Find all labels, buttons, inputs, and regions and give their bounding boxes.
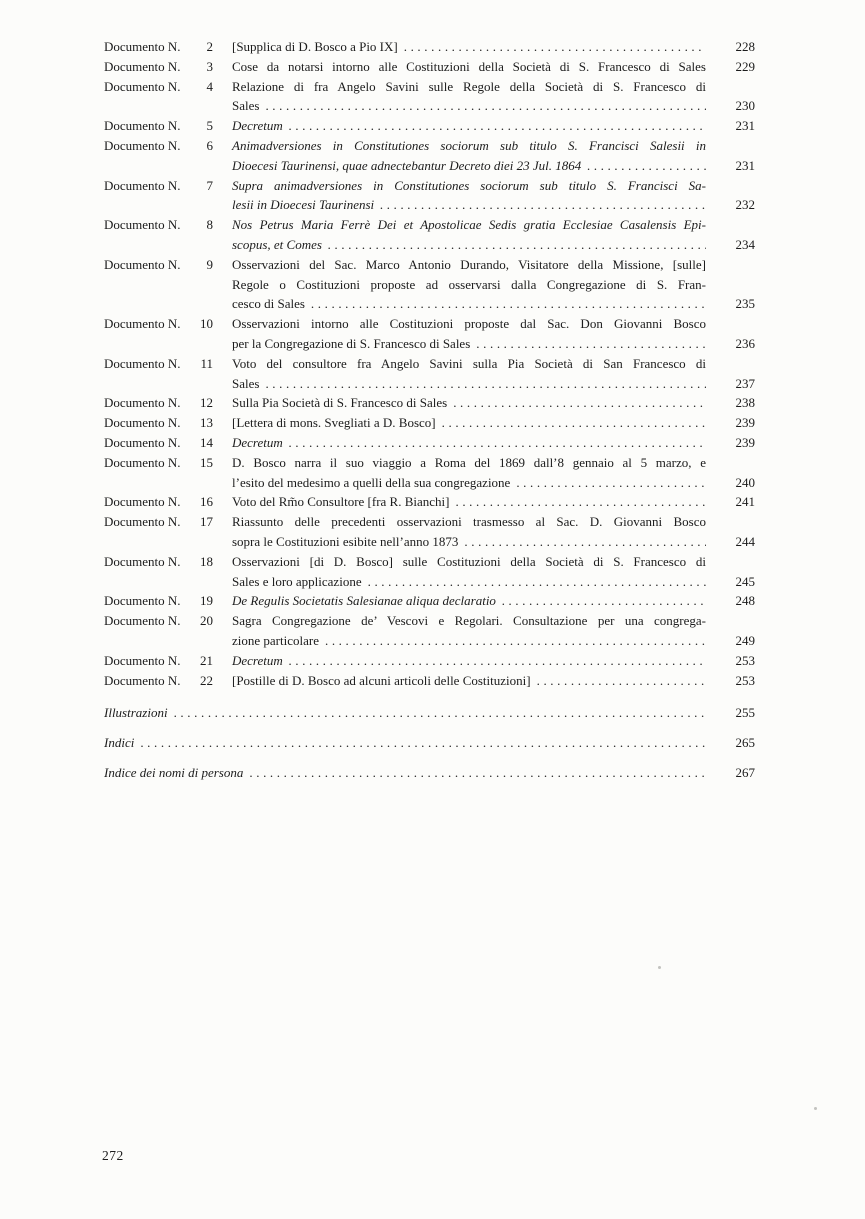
title-line: Riassunto delle precedenti osservazioni trasmesso al Sac. D. Giovanni Bosco bbox=[232, 514, 706, 530]
title-text: [Lettera di mons. Svegliati a D. Bosco] bbox=[232, 415, 436, 431]
entry-title bbox=[232, 176, 706, 216]
doc-label: Documento N. bbox=[104, 434, 181, 450]
dot-leader bbox=[328, 235, 706, 255]
title-text: lesii in Dioecesi Taurinensi bbox=[232, 197, 375, 213]
entry-label-group bbox=[104, 453, 232, 473]
doc-label: Documento N. bbox=[104, 78, 181, 94]
entry-title bbox=[232, 354, 706, 394]
entry-label-group bbox=[104, 651, 232, 671]
title-last-line bbox=[232, 235, 706, 255]
entry-label-group bbox=[104, 77, 232, 97]
entry-label-group bbox=[104, 354, 232, 374]
doc-label: Documento N. bbox=[104, 395, 181, 411]
entry-label-group bbox=[104, 591, 232, 611]
dot-leader bbox=[140, 733, 706, 753]
entry-title bbox=[232, 255, 706, 314]
toc-entry bbox=[104, 552, 755, 592]
dot-leader bbox=[502, 591, 706, 611]
dot-leader bbox=[289, 651, 706, 671]
entry-label-group bbox=[104, 433, 232, 453]
doc-label: Documento N. bbox=[104, 553, 181, 569]
title-line: Animadversiones in Constitutiones sociorum sub titulo S. Francisci Salesii in bbox=[232, 137, 706, 153]
entry-page-number: 237 bbox=[735, 375, 755, 391]
title-last-line bbox=[232, 433, 706, 453]
entry-label-group bbox=[104, 314, 232, 334]
title-last-line bbox=[232, 156, 706, 176]
entry-title bbox=[232, 215, 706, 255]
entry-title bbox=[232, 413, 706, 433]
title-last-line bbox=[232, 334, 706, 354]
entry-label-group bbox=[104, 393, 232, 413]
title-text: [Supplica di D. Bosco a Pio IX] bbox=[232, 39, 398, 54]
doc-number: 7 bbox=[206, 177, 213, 193]
entry-page-number: 249 bbox=[735, 632, 755, 648]
doc-label: Documento N. bbox=[104, 494, 181, 510]
entry-label-group bbox=[104, 492, 232, 512]
title-line: D. Bosco narra il suo viaggio a Roma del 1869 dall’8 gennaio al 5 marzo, e bbox=[232, 454, 706, 470]
doc-number: 6 bbox=[206, 137, 213, 153]
folio-page-number: 272 bbox=[102, 1148, 124, 1163]
entry-page-number: 240 bbox=[735, 474, 755, 490]
entry-label-group bbox=[104, 552, 232, 572]
entry-page-number: 238 bbox=[735, 395, 755, 411]
entry-page-number: 248 bbox=[735, 593, 755, 609]
dot-leader bbox=[311, 294, 706, 314]
dot-leader bbox=[587, 156, 706, 176]
title-text: l’esito del medesimo a quelli della sua congregazione bbox=[232, 474, 511, 490]
title-line: Voto del consultore fra Angelo Savini sulla Pia Società di San Francesco di bbox=[232, 355, 706, 371]
scan-speck bbox=[658, 966, 661, 969]
toc-entry bbox=[104, 77, 755, 117]
doc-number: 22 bbox=[200, 672, 213, 688]
toc-entry bbox=[104, 116, 755, 136]
doc-number: 5 bbox=[206, 118, 213, 134]
toc-section bbox=[104, 733, 755, 753]
entry-title bbox=[232, 393, 706, 413]
entry-title bbox=[232, 651, 706, 671]
entry-page-number: 234 bbox=[735, 236, 755, 252]
doc-label: Documento N. bbox=[104, 514, 181, 530]
title-text: Sulla Pia Società di S. Francesco di Sales bbox=[232, 395, 448, 411]
doc-label: Documento N. bbox=[104, 177, 181, 193]
title-line: Sagra Congregazione de’ Vescovi e Regolari. Consultazione per una congrega- bbox=[232, 613, 706, 629]
doc-number: 19 bbox=[200, 593, 213, 609]
entry-title bbox=[232, 116, 706, 136]
title-text: Cose da notarsi intorno alle Costituzioni della Società di S. Francesco di Sales bbox=[232, 58, 706, 74]
doc-number: 13 bbox=[200, 415, 213, 431]
title-last-line bbox=[232, 96, 706, 116]
title-text: Sales e loro applicazione bbox=[232, 573, 362, 589]
entry-page-number: 241 bbox=[735, 494, 755, 510]
doc-label: Documento N. bbox=[104, 217, 181, 233]
doc-number: 4 bbox=[206, 78, 213, 94]
entry-page-number: 239 bbox=[735, 434, 755, 450]
section-page-number: 255 bbox=[735, 705, 755, 721]
doc-label: Documento N. bbox=[104, 652, 181, 668]
toc-entry bbox=[104, 433, 755, 453]
toc-entry bbox=[104, 671, 755, 691]
entry-label-group bbox=[104, 215, 232, 235]
section-page-number: 267 bbox=[735, 764, 755, 780]
dot-leader bbox=[455, 492, 706, 512]
entry-title bbox=[232, 552, 706, 592]
doc-label: Documento N. bbox=[104, 454, 181, 470]
title-text: zione particolare bbox=[232, 632, 319, 648]
entry-label-group bbox=[104, 255, 232, 275]
entry-page-number: 231 bbox=[735, 157, 755, 173]
entry-title bbox=[232, 314, 706, 354]
doc-number: 15 bbox=[200, 454, 213, 470]
doc-number: 8 bbox=[206, 217, 213, 233]
toc-entry bbox=[104, 176, 755, 216]
title-last-line bbox=[232, 532, 706, 552]
doc-number: 12 bbox=[200, 395, 213, 411]
entry-page-number: 253 bbox=[735, 652, 755, 668]
title-last-line bbox=[232, 671, 706, 691]
toc-entry bbox=[104, 413, 755, 433]
entry-title bbox=[232, 591, 706, 611]
toc-entry bbox=[104, 37, 755, 57]
entry-page-number: 232 bbox=[735, 197, 755, 213]
dot-leader bbox=[516, 473, 706, 493]
title-text: Sales bbox=[232, 98, 260, 114]
toc-entry bbox=[104, 136, 755, 176]
title-last-line bbox=[232, 591, 706, 611]
title-line: Regole o Costituzioni proposte ad osservarsi dalla Congregazione di S. Fran- bbox=[232, 276, 706, 292]
title-text: Decretum bbox=[232, 434, 283, 450]
dot-leader bbox=[289, 433, 706, 453]
entry-title bbox=[232, 671, 706, 691]
dot-leader bbox=[265, 96, 706, 116]
toc-entry bbox=[104, 512, 755, 552]
title-last-line bbox=[232, 413, 706, 433]
toc-entry bbox=[104, 255, 755, 314]
entry-page-number: 236 bbox=[735, 335, 755, 351]
toc-entry bbox=[104, 591, 755, 611]
dot-leader bbox=[380, 195, 706, 215]
dot-leader bbox=[289, 116, 706, 136]
doc-label: Documento N. bbox=[104, 137, 181, 153]
entry-title bbox=[232, 611, 706, 651]
toc-entry bbox=[104, 393, 755, 413]
entry-page-number: 230 bbox=[735, 98, 755, 114]
title-text: De Regulis Societatis Salesianae aliqua declaratio bbox=[232, 593, 496, 609]
doc-number: 16 bbox=[200, 494, 213, 510]
title-text: sopra le Costituzioni esibite nell’anno 1873 bbox=[232, 533, 459, 549]
dot-leader bbox=[464, 532, 706, 552]
title-text: per la Congregazione di S. Francesco di Sales bbox=[232, 335, 471, 351]
toc-section bbox=[104, 703, 755, 723]
toc-entry bbox=[104, 314, 755, 354]
doc-number: 11 bbox=[200, 355, 213, 371]
toc-entry bbox=[104, 354, 755, 394]
section-title: Illustrazioni bbox=[104, 705, 168, 721]
entry-title bbox=[232, 57, 706, 77]
entry-page-number: 239 bbox=[735, 415, 755, 431]
doc-label: Documento N. bbox=[104, 355, 181, 371]
entry-label-group bbox=[104, 116, 232, 136]
title-last-line bbox=[232, 195, 706, 215]
section-title: Indice dei nomi di persona bbox=[104, 764, 244, 780]
dot-leader bbox=[368, 572, 706, 592]
toc-entry bbox=[104, 453, 755, 493]
dot-leader bbox=[249, 763, 706, 783]
doc-number: 20 bbox=[200, 613, 213, 629]
doc-label: Documento N. bbox=[104, 39, 181, 54]
title-last-line bbox=[232, 651, 706, 671]
dot-leader bbox=[442, 413, 706, 433]
title-text: cesco di Sales bbox=[232, 296, 305, 312]
toc-section bbox=[104, 763, 755, 783]
table-of-contents bbox=[104, 37, 755, 783]
entry-label-group bbox=[104, 671, 232, 691]
entry-page-number: 244 bbox=[735, 533, 755, 549]
title-last-line bbox=[232, 473, 706, 493]
entry-title bbox=[232, 37, 706, 57]
title-text: Dioecesi Taurinensi, quae adnectebantur Decreto diei 23 Jul. 1864 bbox=[232, 157, 582, 173]
title-text: Decretum bbox=[232, 118, 283, 134]
dot-leader bbox=[325, 631, 706, 651]
entry-page-number: 228 bbox=[735, 39, 755, 54]
dot-leader bbox=[476, 334, 706, 354]
scan-speck bbox=[814, 1107, 817, 1110]
doc-number: 18 bbox=[200, 553, 213, 569]
entry-label-group bbox=[104, 57, 232, 77]
entry-label-group bbox=[104, 413, 232, 433]
dot-leader bbox=[265, 374, 706, 394]
entry-title bbox=[232, 492, 706, 512]
title-text: Voto del Rm̃o Consultore [fra R. Bianchi] bbox=[232, 494, 450, 510]
doc-number: 21 bbox=[200, 652, 213, 668]
entry-label-group bbox=[104, 611, 232, 631]
doc-number: 14 bbox=[200, 434, 213, 450]
title-last-line bbox=[232, 492, 706, 512]
title-last-line bbox=[232, 37, 706, 57]
dot-leader bbox=[404, 37, 706, 57]
entry-title bbox=[232, 136, 706, 176]
entry-label-group bbox=[104, 37, 232, 57]
title-last-line bbox=[232, 57, 706, 77]
doc-number: 2 bbox=[206, 39, 213, 54]
entry-title bbox=[232, 433, 706, 453]
toc-entry bbox=[104, 492, 755, 512]
toc-entry bbox=[104, 651, 755, 671]
doc-number: 3 bbox=[206, 58, 213, 74]
entry-page-number: 229 bbox=[735, 58, 755, 74]
dot-leader bbox=[537, 671, 706, 691]
entry-title bbox=[232, 77, 706, 117]
doc-label: Documento N. bbox=[104, 613, 181, 629]
title-line: Supra animadversiones in Constitutiones sociorum sub titulo S. Francisci Sa- bbox=[232, 177, 706, 193]
dot-leader bbox=[453, 393, 706, 413]
entry-title bbox=[232, 512, 706, 552]
title-last-line bbox=[232, 374, 706, 394]
title-text: Sales bbox=[232, 375, 260, 391]
title-last-line bbox=[232, 572, 706, 592]
doc-label: Documento N. bbox=[104, 316, 181, 332]
doc-label: Documento N. bbox=[104, 256, 181, 272]
doc-label: Documento N. bbox=[104, 118, 181, 134]
doc-label: Documento N. bbox=[104, 415, 181, 431]
section-title: Indici bbox=[104, 735, 135, 751]
doc-label: Documento N. bbox=[104, 672, 181, 688]
title-line: Osservazioni [di D. Bosco] sulle Costituzioni della Società di S. Francesco di bbox=[232, 553, 706, 569]
toc-entry bbox=[104, 611, 755, 651]
entry-page-number: 231 bbox=[735, 118, 755, 134]
doc-label: Documento N. bbox=[104, 58, 181, 74]
toc-sections bbox=[104, 703, 755, 782]
entry-label-group bbox=[104, 512, 232, 532]
title-text: Decretum bbox=[232, 652, 283, 668]
dot-leader bbox=[174, 703, 706, 723]
title-line: Osservazioni del Sac. Marco Antonio Durando, Visitatore della Missione, [sulle] bbox=[232, 256, 706, 272]
title-line: Osservazioni intorno alle Costituzioni proposte dal Sac. Don Giovanni Bosco bbox=[232, 316, 706, 332]
doc-number: 17 bbox=[200, 514, 213, 530]
entry-page-number: 245 bbox=[735, 573, 755, 589]
title-line: Nos Petrus Maria Ferrè Dei et Apostolicae Sedis gratia Ecclesiae Casalensis Epi- bbox=[232, 217, 706, 233]
toc-entry bbox=[104, 215, 755, 255]
toc-entry bbox=[104, 57, 755, 77]
doc-label: Documento N. bbox=[104, 593, 181, 609]
entry-page-number: 235 bbox=[735, 296, 755, 312]
entry-title bbox=[232, 453, 706, 493]
title-line: Relazione di fra Angelo Savini sulle Regole della Società di S. Francesco di bbox=[232, 78, 706, 94]
doc-number: 9 bbox=[206, 256, 213, 272]
entry-label-group bbox=[104, 176, 232, 196]
title-text: scopus, et Comes bbox=[232, 236, 322, 252]
section-page-number: 265 bbox=[735, 735, 755, 751]
title-last-line bbox=[232, 393, 706, 413]
toc-entries bbox=[104, 37, 755, 690]
title-last-line bbox=[232, 294, 706, 314]
entry-page-number: 253 bbox=[735, 672, 755, 688]
entry-label-group bbox=[104, 136, 232, 156]
title-last-line bbox=[232, 116, 706, 136]
doc-number: 10 bbox=[200, 316, 213, 332]
title-text: [Postille di D. Bosco ad alcuni articoli delle Costituzioni] bbox=[232, 672, 531, 688]
title-last-line bbox=[232, 631, 706, 651]
